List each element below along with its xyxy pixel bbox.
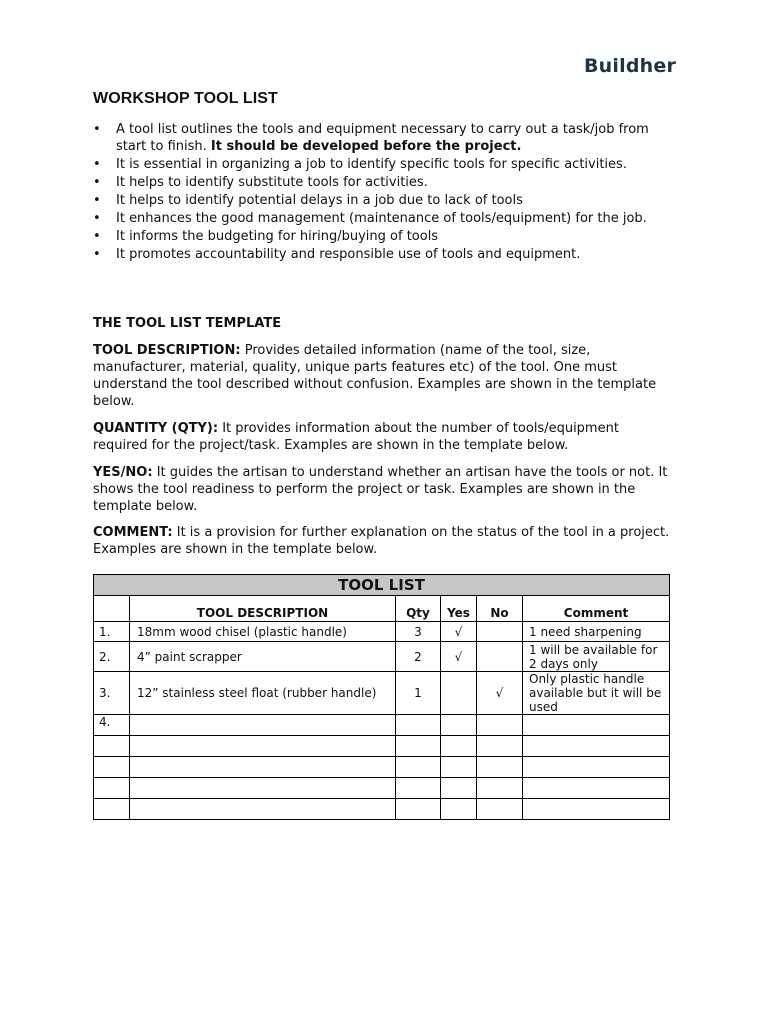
table-row — [94, 799, 670, 820]
paragraph-label: COMMENT: — [93, 525, 173, 540]
bullet-item — [93, 228, 683, 245]
table-row — [94, 715, 670, 736]
bullet-icon: • — [93, 193, 101, 208]
bullet-icon: • — [93, 229, 101, 244]
bullet-text: It is essential in organizing a job to identify specific tools for specific activities. — [116, 157, 627, 172]
bullet-item — [93, 246, 683, 263]
row-qty — [396, 757, 441, 778]
bullet-item — [93, 121, 683, 155]
row-description: 4” paint scrapper — [130, 642, 396, 672]
table-row — [94, 622, 670, 642]
row-no — [477, 799, 523, 820]
row-comment — [523, 736, 670, 757]
table-caption: TOOL LIST — [94, 575, 670, 596]
bullet-bold-text: It should be developed before the project. — [210, 139, 522, 154]
row-num — [94, 799, 130, 820]
table-row — [94, 672, 670, 715]
header-yes: Yes — [441, 596, 477, 622]
row-yes — [441, 672, 477, 715]
row-yes — [441, 799, 477, 820]
row-yes — [441, 715, 477, 736]
bullet-icon: • — [93, 175, 101, 190]
bullet-text: It helps to identify substitute tools for activities. — [116, 175, 428, 190]
paragraph-label: YES/NO: — [93, 465, 153, 480]
row-no — [477, 642, 523, 672]
brand-logo: Buildher — [584, 55, 677, 77]
header-description: TOOL DESCRIPTION — [130, 596, 396, 622]
paragraph-label: QUANTITY (QTY): — [93, 421, 219, 436]
header-qty: Qty — [396, 596, 441, 622]
row-comment: 1 need sharpening — [523, 622, 670, 642]
row-no — [477, 715, 523, 736]
row-description — [130, 778, 396, 799]
row-description — [130, 799, 396, 820]
bullet-text: A tool list outlines the tools and equipment necessary to carry out a task/job from start to finish. — [116, 122, 649, 154]
row-num — [94, 778, 130, 799]
row-qty — [396, 736, 441, 757]
row-no: √ — [477, 672, 523, 715]
row-description: 12” stainless steel float (rubber handle) — [130, 672, 396, 715]
table-caption-row — [94, 575, 670, 596]
quantity-paragraph — [93, 420, 671, 454]
row-comment — [523, 757, 670, 778]
row-qty: 2 — [396, 642, 441, 672]
row-num: 4. — [94, 715, 130, 736]
row-no — [477, 778, 523, 799]
row-num: 1. — [94, 622, 130, 642]
bullet-icon: • — [93, 157, 101, 172]
tool-list-table — [93, 574, 670, 820]
bullet-text: It promotes accountability and responsible use of tools and equipment. — [116, 247, 581, 262]
row-yes: √ — [441, 642, 477, 672]
bullet-item — [93, 174, 683, 191]
paragraph-text: It guides the artisan to understand whether an artisan have the tools or not. It shows the tool readiness to perform the project or task. Examples are shown in the template below. — [93, 465, 668, 514]
row-comment — [523, 715, 670, 736]
comment-paragraph — [93, 524, 671, 558]
row-yes — [441, 736, 477, 757]
row-description — [130, 757, 396, 778]
paragraph-text: It is a provision for further explanation on the status of the tool in a project. Examples are shown in the template below. — [93, 525, 670, 557]
row-qty: 3 — [396, 622, 441, 642]
row-comment — [523, 799, 670, 820]
row-qty: 1 — [396, 672, 441, 715]
table-row — [94, 642, 670, 672]
row-comment: 1 will be available for 2 days only — [523, 642, 670, 672]
bullet-item — [93, 156, 683, 173]
row-qty — [396, 778, 441, 799]
table-row — [94, 757, 670, 778]
row-num: 2. — [94, 642, 130, 672]
row-num: 3. — [94, 672, 130, 715]
row-comment: Only plastic handle available but it will be used — [523, 672, 670, 715]
bullet-icon: • — [93, 211, 101, 226]
row-num — [94, 757, 130, 778]
paragraph-text: Provides detailed information (name of the tool, size, manufacturer, material, quality, unique parts features etc) of the tool. One must understand the tool described without confusion. Examples are shown in the template below. — [93, 343, 657, 409]
page-title: WORKSHOP TOOL LIST — [93, 90, 278, 107]
bullet-text: It helps to identify potential delays in a job due to lack of tools — [116, 193, 523, 208]
template-section-title: THE TOOL LIST TEMPLATE — [93, 316, 282, 331]
row-yes — [441, 757, 477, 778]
table-row — [94, 778, 670, 799]
row-no — [477, 736, 523, 757]
header-comment: Comment — [523, 596, 670, 622]
row-num — [94, 736, 130, 757]
yes-no-paragraph — [93, 464, 671, 515]
table-header-row — [94, 596, 670, 622]
bullet-item — [93, 210, 683, 227]
row-description — [130, 715, 396, 736]
row-no — [477, 757, 523, 778]
bullet-icon: • — [93, 122, 101, 137]
row-qty — [396, 799, 441, 820]
header-no: No — [477, 596, 523, 622]
paragraph-text: It provides information about the number of tools/equipment required for the project/task. Examples are shown in the template below. — [93, 421, 619, 453]
row-no — [477, 622, 523, 642]
row-yes — [441, 778, 477, 799]
bullet-item — [93, 192, 683, 209]
paragraph-label: TOOL DESCRIPTION: — [93, 343, 241, 358]
intro-bullet-list — [93, 121, 683, 264]
row-comment — [523, 778, 670, 799]
bullet-text: It enhances the good management (maintenance of tools/equipment) for the job. — [116, 211, 647, 226]
bullet-icon: • — [93, 247, 101, 262]
bullet-text: It informs the budgeting for hiring/buying of tools — [116, 229, 439, 244]
row-qty — [396, 715, 441, 736]
tool-description-paragraph — [93, 342, 671, 410]
row-yes: √ — [441, 622, 477, 642]
table-row — [94, 736, 670, 757]
row-description — [130, 736, 396, 757]
header-num — [94, 596, 130, 622]
row-description: 18mm wood chisel (plastic handle) — [130, 622, 396, 642]
